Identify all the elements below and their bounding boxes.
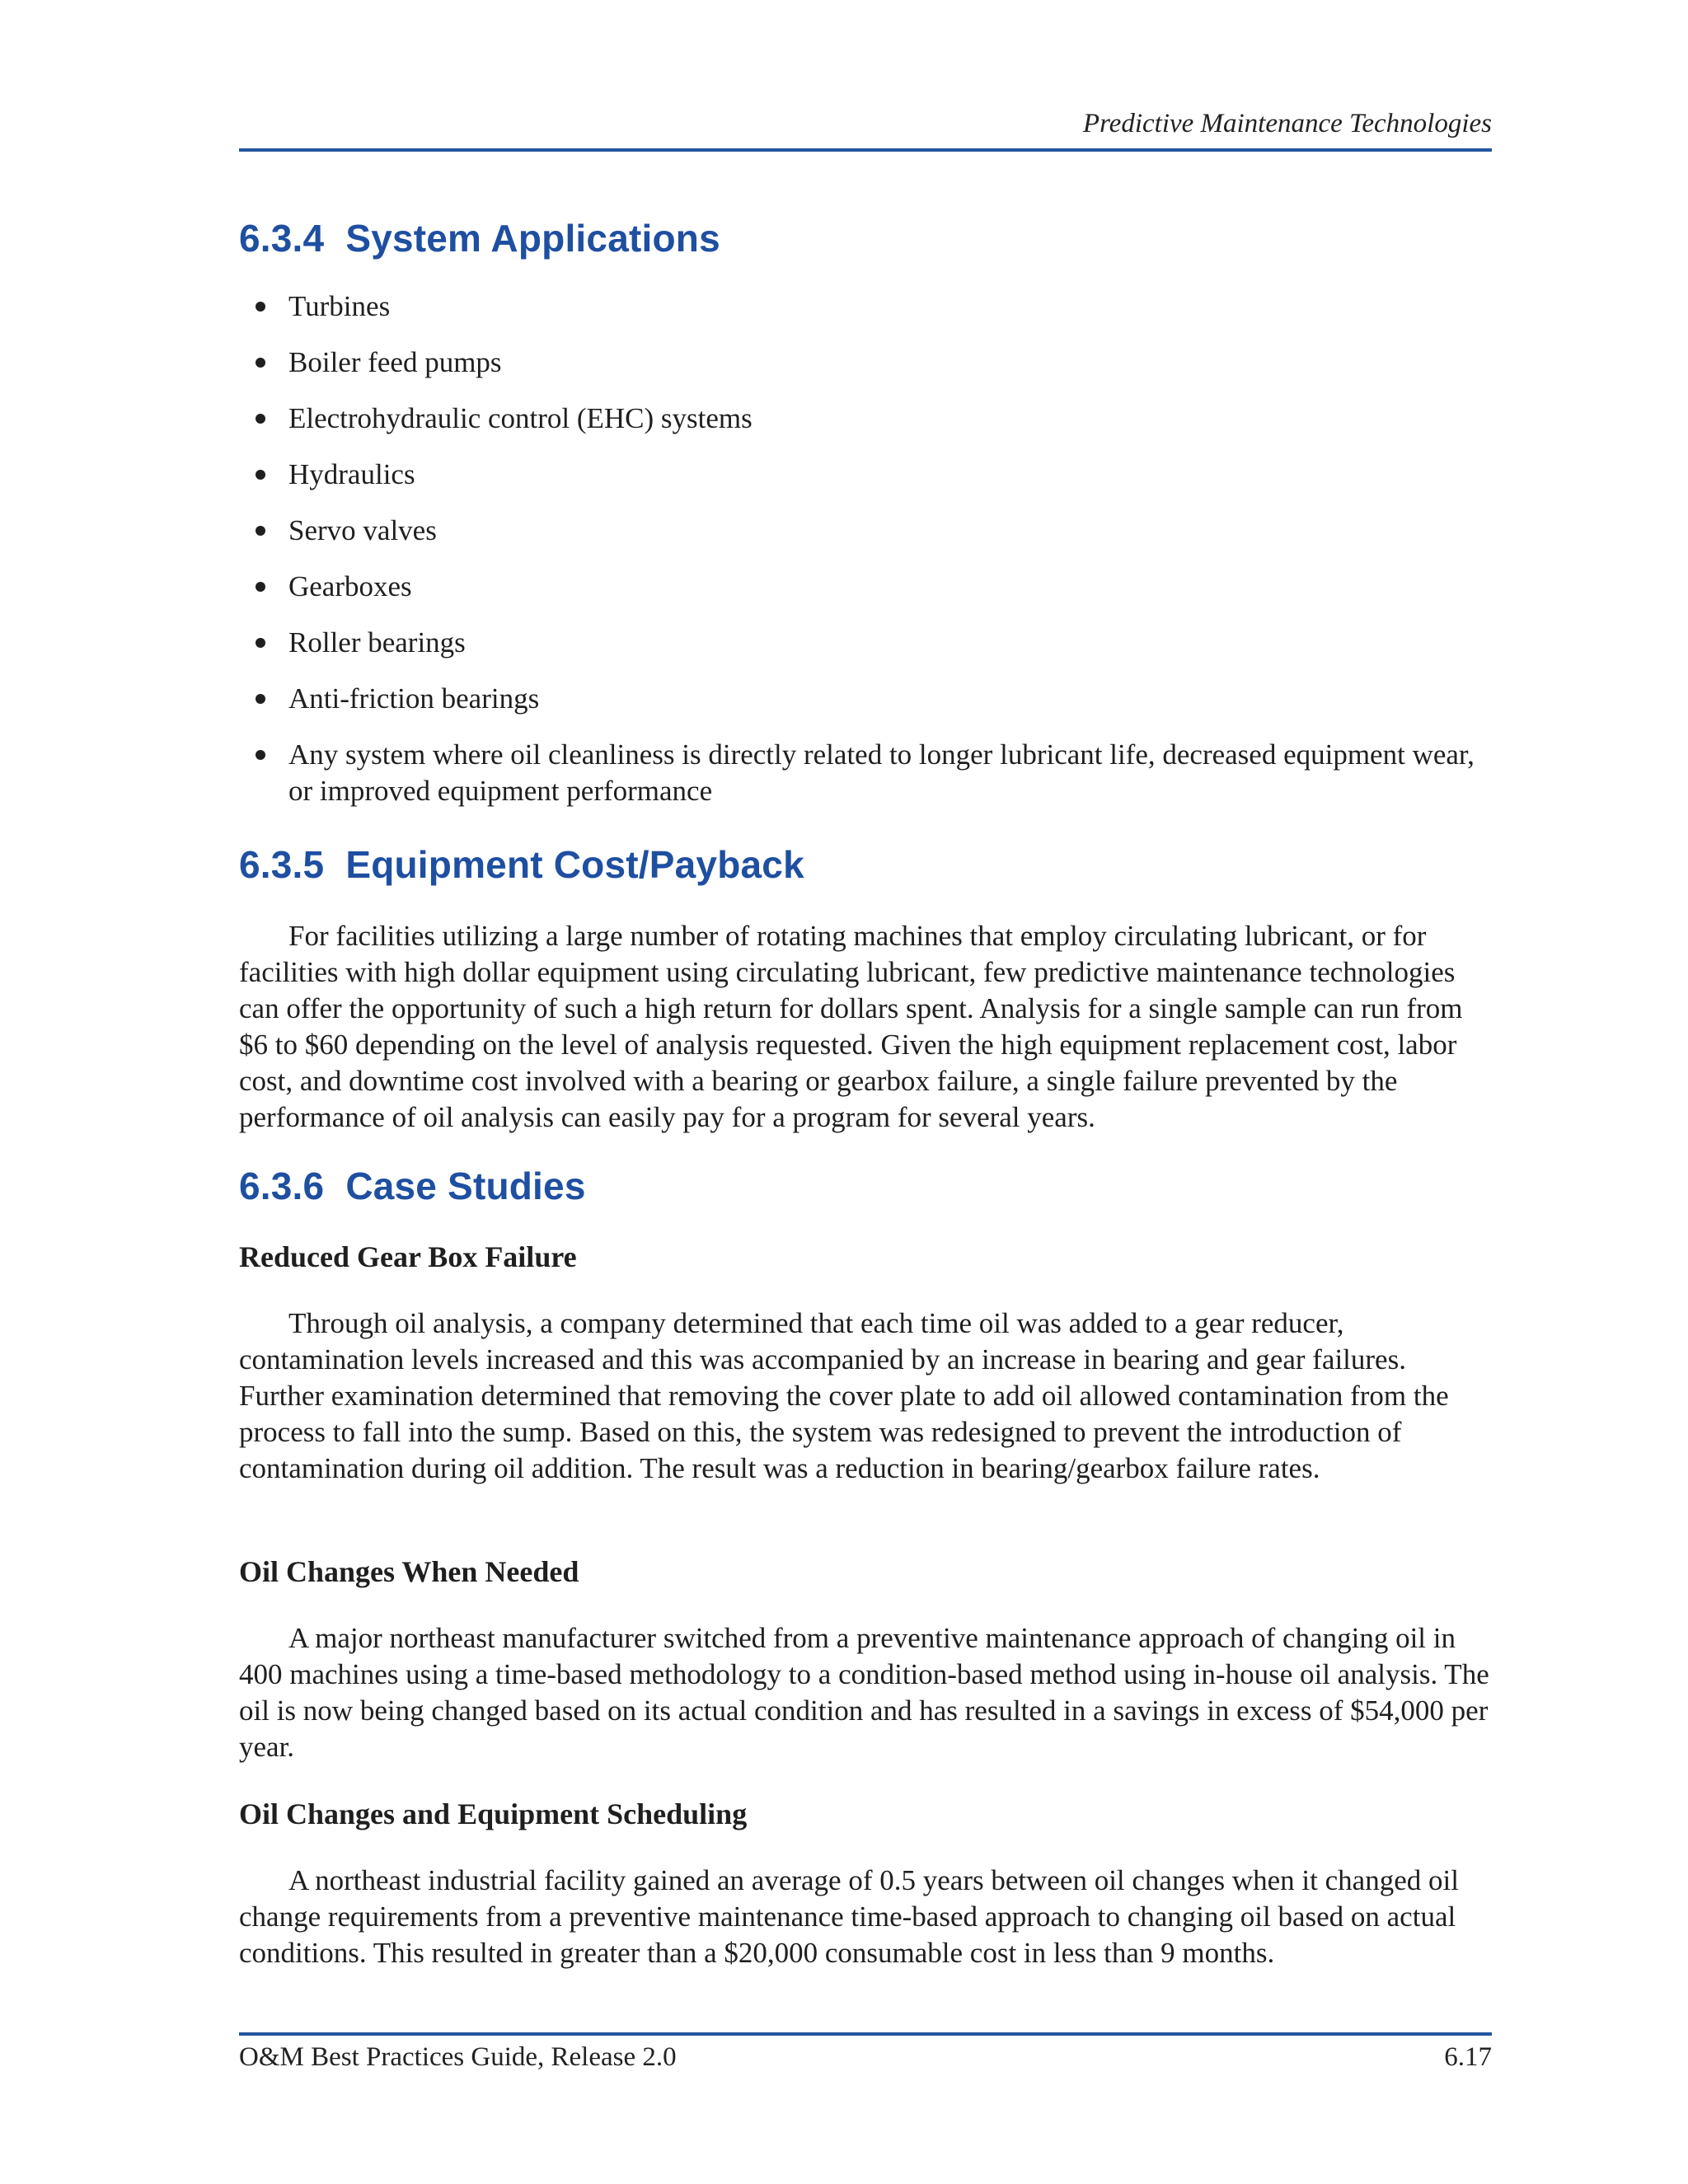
list-item: Boiler feed pumps — [256, 344, 1492, 381]
bullet-icon — [256, 582, 265, 592]
list-item: Turbines — [256, 288, 1492, 325]
section-heading-case-studies — [239, 1164, 586, 1208]
case-text-gear-box: Through oil analysis, a company determined that each time oil was added to a gear reducer, contamination levels increased and this was accompanied by an increase in bearing and gear failures. Further examination determined that removing the cover plate to add oil allowed contamination from the process to fall into the sump. Based on this, the system was redesigned to prevent the introduction of contamination during oil addition. The result was a reduction in bearing/gearbox failure rates. — [239, 1307, 1449, 1484]
header-rule — [239, 148, 1492, 152]
bullet-icon — [256, 358, 265, 368]
list-item: Any system where oil cleanliness is directly related to longer lubricant life, decreased equipment wear, or improved equipment performance — [256, 737, 1492, 809]
footer-guide-title: O&M Best Practices Guide, Release 2.0 — [239, 2042, 677, 2072]
bullet-icon — [256, 750, 265, 760]
case-text-oil-changes-scheduling: A northeast industrial facility gained an average of 0.5 years between oil changes when it changed oil change requirements from a preventive maintenance time-based approach to changing oil based on actual conditions. This resulted in greater than a $20,000 consumable cost in less than 9 months. — [239, 1864, 1459, 1969]
document-page — [239, 0, 1492, 2184]
section-title: System Applications — [345, 217, 720, 260]
running-header: Predictive Maintenance Technologies — [1082, 109, 1492, 138]
bullet-icon — [256, 414, 265, 424]
page-number: 6.17 — [1444, 2042, 1492, 2072]
bullet-icon — [256, 470, 265, 480]
bullet-icon — [256, 638, 265, 648]
list-item: Gearboxes — [256, 569, 1492, 605]
system-applications-list — [256, 288, 1492, 829]
list-item: Hydraulics — [256, 457, 1492, 493]
section-title: Case Studies — [345, 1165, 586, 1207]
case-heading-oil-changes-needed: Oil Changes When Needed — [239, 1555, 579, 1588]
list-item: Electrohydraulic control (EHC) systems — [256, 401, 1492, 437]
list-item: Servo valves — [256, 513, 1492, 549]
section-heading-equipment-cost — [239, 842, 804, 887]
list-item: Anti-friction bearings — [256, 681, 1492, 717]
section-number: 6.3.6 — [239, 1165, 325, 1207]
case-heading-gear-box: Reduced Gear Box Failure — [239, 1240, 577, 1273]
case-text-oil-changes-needed: A major northeast manufacturer switched from a preventive maintenance approach of changing oil in 400 machines using a time-based methodology to a condition-based method using in-house oil analysis. The oil is now being changed based on its actual condition and has resulted in a savings in excess of $54,000 per year. — [239, 1622, 1489, 1763]
section-heading-system-applications — [239, 216, 720, 260]
list-item: Roller bearings — [256, 625, 1492, 661]
section-number: 6.3.5 — [239, 843, 325, 886]
case-heading-oil-changes-scheduling: Oil Changes and Equipment Scheduling — [239, 1797, 748, 1830]
section-number: 6.3.4 — [239, 217, 325, 260]
bullet-icon — [256, 526, 265, 536]
cost-payback-paragraph: For facilities utilizing a large number of rotating machines that employ circulating lubricant, or for facilities with high dollar equipment using circulating lubricant, few predictive maintenance technologies can offer the opportunity of such a high return for dollars spent. Analysis for a single sample can run from $6 to $60 depending on the level of analysis requested. Given the high equipment replacement cost, labor cost, and downtime cost involved with a bearing or gearbox failure, a single failure prevented by the performance of oil analysis can easily pay for a program for several years. — [239, 920, 1463, 1133]
bullet-icon — [256, 302, 265, 312]
bullet-icon — [256, 694, 265, 704]
footer-rule — [239, 2032, 1492, 2036]
section-title: Equipment Cost/Payback — [345, 843, 804, 886]
